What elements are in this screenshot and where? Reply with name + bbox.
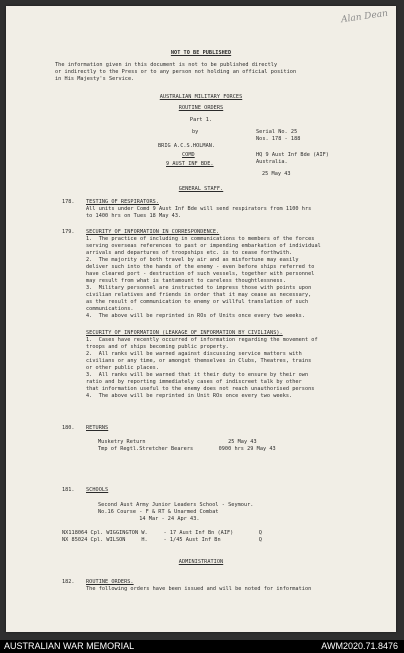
item-line: 4. The above will be reprinted in ROs of Units once every two weeks. (86, 313, 305, 319)
item-line: 2. The majority of both travel by air and as misfortune may easily (86, 257, 299, 263)
item-line: NX 85024 Cpl. WILSON H. - 1/45 Aust Inf Bn Q (62, 537, 262, 543)
item-number: 182. (62, 579, 75, 585)
item-title: SECURITY OF INFORMATION IN CORRESPONDENCE. (86, 229, 220, 235)
administration-heading: ADMINISTRATION (178, 559, 224, 565)
document-page (6, 6, 396, 632)
item-line: 3. Military personnel are instructed to impress those with points upon (86, 285, 312, 291)
notice-line-2: or indirectly to the Press or to any person not holding an official position (55, 69, 297, 75)
handwritten-annotation: Alan Dean (340, 8, 389, 26)
item-line: civilian relatives and friends in order that it may cease as necessary, (86, 292, 312, 298)
item-line: NX118064 Cpl. WIGGINGTON W. - 17 Aust Inf Bn (AIF) Q (62, 530, 262, 536)
item-line: No.16 Course - F & RT & Unarmed Combat (98, 509, 219, 515)
item-title: ROUTINE ORDERS. (86, 579, 134, 585)
item-line: Tmp of Regtl.Stretcher Bearers 0900 hrs 29 May 43 (98, 446, 276, 452)
commander-name: BRIG A.C.S.HOLMAN. (158, 143, 216, 149)
comd-label: COMD (182, 152, 195, 158)
item-line: Musketry Return 25 May 43 (98, 439, 257, 445)
doc-heading: NOT TO BE PUBLISHED (170, 50, 232, 56)
item-line: 4. The above will be reprinted in Unit ROs once every two weeks. (86, 393, 293, 399)
item-number: 180. (62, 425, 75, 431)
item-line: that information useful to the enemy does not reach unauthorised persons (86, 386, 315, 392)
item-line: have cleared port - destruction of such vessels, together with personnel (86, 271, 315, 277)
general-staff-heading: GENERAL STAFF. (178, 186, 224, 192)
serial-number: Serial No. 25 (256, 129, 298, 135)
item-line: 14 Mar - 24 Apr 43. (98, 516, 200, 522)
item-line: communications. (86, 306, 134, 312)
order-numbers: Nos. 178 - 188 (256, 136, 301, 142)
issue-date: 25 May 43 (262, 171, 291, 177)
item-number: 178. (62, 199, 75, 205)
part-label: Part 1. (189, 117, 213, 123)
by-label: by (192, 129, 199, 135)
item-line: ratio and by reporting immediately cases of indiscreet talk by other (86, 379, 302, 385)
item-line: troops and of ships becoming public property. (86, 344, 229, 350)
item-number: 181. (62, 487, 75, 493)
item-title: SCHOOLS (86, 487, 109, 493)
hq-label: HQ 9 Aust Inf Bde (AIF) (256, 152, 329, 158)
archive-footer (0, 640, 404, 653)
archive-name: AUSTRALIAN WAR MEMORIAL (4, 641, 135, 651)
orders-title: ROUTINE ORDERS (178, 105, 224, 111)
item-line: The following orders have been issued and will be noted for information (86, 586, 312, 592)
item-line: or other public places. (86, 365, 159, 371)
item-line: 1. Cases have recently occurred of information regarding the movement of (86, 337, 318, 343)
country-label: Australia. (256, 159, 288, 165)
unit-label: 9 AUST INF BDE. (166, 161, 214, 167)
item-title: RETURNS (86, 425, 109, 431)
item-line: 3. All ranks will be warned that it their duty to ensure by their own (86, 372, 309, 378)
item-line: may result from what is tantamount to careless thoughtlessness. (86, 278, 286, 284)
item-line: as the result of communication to enemy or willful translation of such (86, 299, 309, 305)
item-line: to 1400 hrs on Tues 18 May 43. (86, 213, 182, 219)
item-number: 179. (62, 229, 75, 235)
item-line: deliver such into the hands of the enemy - even before ships referred to (86, 264, 315, 270)
item-line: 1. The practice of including in communications to members of the forces (86, 236, 315, 242)
item-line: civilians or any time, or amongst themselves in Clubs, Theatres, trains (86, 358, 312, 364)
item-line: All units under Comd 9 Aust Inf Bde will send respirators from 1100 hrs (86, 206, 312, 212)
force-title: AUSTRALIAN MILITARY FORCES (159, 94, 243, 100)
item-line: Second Aust Army Junior Leaders School - Seymour. (98, 502, 254, 508)
item-title: TESTING OF RESPIRATORS. (86, 199, 159, 205)
notice-line-3: in His Majesty's Service. (55, 76, 135, 82)
item-line: arrivals and departures of troopships etc. is to cease forthwith. (86, 250, 293, 256)
item-line: 2. All ranks will be warned against discussing service matters with (86, 351, 302, 357)
item-title: SECURITY OF INFORMATION (LEAKAGE OF INFORMATION BY CIVILIANS). (86, 330, 283, 336)
item-line: serving overseas references to past or impending embarkation of individual (86, 243, 321, 249)
archive-reference: AWM2020.71.8476 (321, 641, 398, 651)
notice-line-1: The information given in this document is not to be published directly (55, 62, 278, 68)
